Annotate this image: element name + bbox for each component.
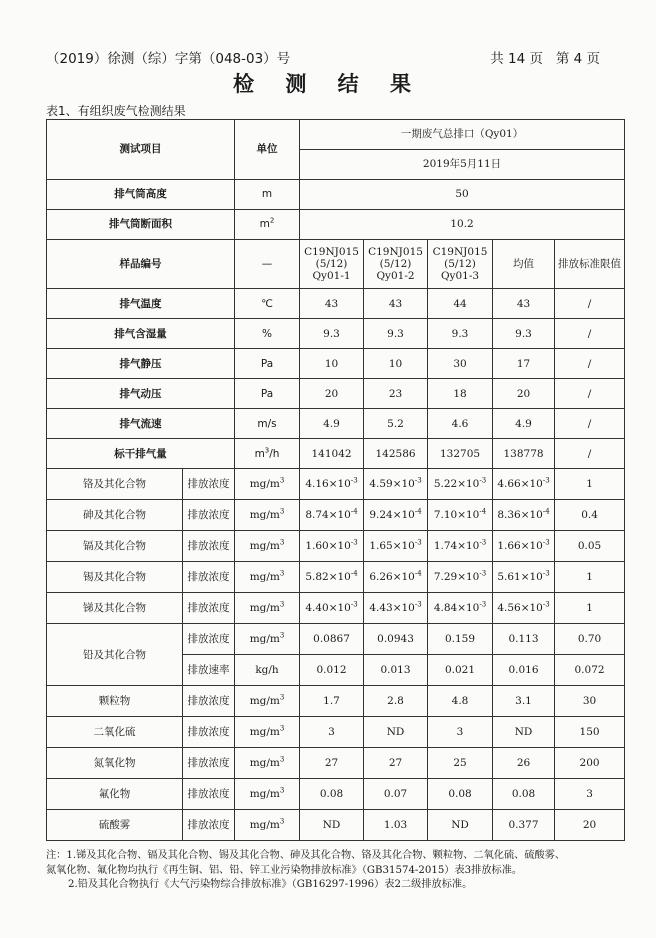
pollutant-value: 3 [300, 717, 364, 748]
pollutant-value: $4.59\times 10^{-3}$ [364, 469, 428, 500]
pollutant-value: 0.013 [364, 655, 428, 686]
page-title: 检 测 结 果 [233, 72, 423, 96]
standard-limit: 20 [555, 810, 625, 841]
param-unit: Pa [235, 379, 300, 409]
pollutant-name: 氮氧化物 [47, 748, 183, 779]
pollutant-value: $4.84\times 10^{-3}$ [428, 593, 493, 624]
param-value: 43 [300, 289, 364, 319]
pollutant-name: 锡及其化合物 [47, 562, 183, 593]
page-indicator [490, 47, 600, 67]
pollutant-name: 镉及其化合物 [47, 531, 183, 562]
measure-type: 排放速率 [183, 655, 235, 686]
param-value: 9.3 [364, 319, 428, 349]
param-label: 排气流速 [47, 409, 235, 439]
measure-unit: $mg/m^3$ [235, 810, 300, 841]
pollutant-value: 26 [493, 748, 555, 779]
stack-height-unit: m [235, 180, 300, 210]
pollutant-value: 4.8 [428, 686, 493, 717]
param-unit: % [235, 319, 300, 349]
pollutant-value: 3.1 [493, 686, 555, 717]
measure-type: 排放浓度 [183, 748, 235, 779]
pollutant-value: $1.60\times 10^{-3}$ [300, 531, 364, 562]
pollutant-value: ND [493, 717, 555, 748]
pollutant-value: $8.36\times 10^{-4}$ [493, 500, 555, 531]
pollutant-name: 颗粒物 [47, 686, 183, 717]
measure-unit: $mg/m^3$ [235, 748, 300, 779]
param-value: 4.9 [493, 409, 555, 439]
measure-type: 排放浓度 [183, 593, 235, 624]
standard-limit: / [555, 349, 625, 379]
standard-limit: 0.4 [555, 500, 625, 531]
pollutant-name: 锑及其化合物 [47, 593, 183, 624]
pollutant-value: 0.08 [493, 779, 555, 810]
param-value: 9.3 [300, 319, 364, 349]
pollutant-value: $7.29\times 10^{-3}$ [428, 562, 493, 593]
outlet-name: 一期废气总排口（Qy01） [300, 120, 625, 150]
standard-limit: / [555, 289, 625, 319]
pollutant-value: 0.113 [493, 624, 555, 655]
param-value: 43 [364, 289, 428, 319]
average-header: 均值 [493, 240, 555, 289]
param-value: 142586 [364, 439, 428, 469]
param-value: 141042 [300, 439, 364, 469]
measure-type: 排放浓度 [183, 717, 235, 748]
param-value: 30 [428, 349, 493, 379]
pollutant-value: $7.10\times 10^{-4}$ [428, 500, 493, 531]
param-value: 23 [364, 379, 428, 409]
table-caption: 表1、有组织废气检测结果 [46, 104, 186, 118]
pollutant-value: 0.021 [428, 655, 493, 686]
pollutant-value: 25 [428, 748, 493, 779]
pollutant-value: $8.74\times 10^{-4}$ [300, 500, 364, 531]
total-pages: 共 14 页 [490, 51, 543, 67]
param-value: 17 [493, 349, 555, 379]
measure-type: 排放浓度 [183, 469, 235, 500]
pollutant-value: 27 [364, 748, 428, 779]
measure-type: 排放浓度 [183, 810, 235, 841]
pollutant-value: 2.8 [364, 686, 428, 717]
pollutant-value: 1.7 [300, 686, 364, 717]
param-value: 20 [493, 379, 555, 409]
test-date: 2019年5月11日 [300, 150, 625, 180]
pollutant-value: 0.07 [364, 779, 428, 810]
standard-limit: 150 [555, 717, 625, 748]
standard-limit: / [555, 439, 625, 469]
pollutant-value: ND [428, 810, 493, 841]
pollutant-name: 二氧化硫 [47, 717, 183, 748]
sample-id-2: C19NJ015 (5/12) Qy01-2 [364, 240, 428, 289]
standard-limit: 3 [555, 779, 625, 810]
pollutant-value: $1.66\times 10^{-3}$ [493, 531, 555, 562]
sample-id-label: 样品编号 [47, 240, 235, 289]
pollutant-value: $4.43\times 10^{-3}$ [364, 593, 428, 624]
page-number: 第 4 页 [555, 51, 600, 67]
param-value: 9.3 [428, 319, 493, 349]
stack-area-label: 排气筒断面积 [47, 210, 235, 240]
test-item-header: 测试项目 [47, 120, 235, 180]
pollutant-value: 0.012 [300, 655, 364, 686]
param-label: 排气静压 [47, 349, 235, 379]
pollutant-value: $4.40\times 10^{-3}$ [300, 593, 364, 624]
sample-id-unit: — [235, 240, 300, 289]
pollutant-value: $5.61\times 10^{-3}$ [493, 562, 555, 593]
measure-unit: $mg/m^3$ [235, 593, 300, 624]
sample-id-1: C19NJ015 (5/12) Qy01-1 [300, 240, 364, 289]
param-value: 132705 [428, 439, 493, 469]
param-label: 标干排气量 [47, 439, 235, 469]
pollutant-value: $9.24\times 10^{-4}$ [364, 500, 428, 531]
param-value: 4.6 [428, 409, 493, 439]
pollutant-value: ND [300, 810, 364, 841]
pollutant-value: $1.65\times 10^{-3}$ [364, 531, 428, 562]
measure-unit: $mg/m^3$ [235, 500, 300, 531]
measure-type: 排放浓度 [183, 779, 235, 810]
sample-id-3: C19NJ015 (5/12) Qy01-3 [428, 240, 493, 289]
pollutant-value: $1.74\times 10^{-3}$ [428, 531, 493, 562]
measure-unit: $mg/m^3$ [235, 686, 300, 717]
note-1-line-2: 氮氧化物、氟化物均执行《再生铜、铝、铅、锌工业污染物排放标准》（GB31574-2015）表3排放标准。 [46, 864, 523, 876]
pollutant-value: 27 [300, 748, 364, 779]
pollutant-value: 0.377 [493, 810, 555, 841]
pollutant-value: ND [364, 717, 428, 748]
pollutant-name: 铬及其化合物 [47, 469, 183, 500]
unit-header: 单位 [235, 120, 300, 180]
pollutant-value: 1.03 [364, 810, 428, 841]
pollutant-name: 氟化物 [47, 779, 183, 810]
pollutant-name: 铅及其化合物 [47, 624, 183, 686]
pollutant-name: 硫酸雾 [47, 810, 183, 841]
measure-unit: $mg/m^3$ [235, 469, 300, 500]
param-label: 排气动压 [47, 379, 235, 409]
measure-type: 排放浓度 [183, 686, 235, 717]
measure-unit: $mg/m^3$ [235, 562, 300, 593]
pollutant-value: 0.08 [428, 779, 493, 810]
standard-limit: / [555, 409, 625, 439]
param-value: 4.9 [300, 409, 364, 439]
pollutant-name: 砷及其化合物 [47, 500, 183, 531]
standard-limit: 200 [555, 748, 625, 779]
stack-area-value: 10.2 [300, 210, 625, 240]
standard-limit: / [555, 319, 625, 349]
pollutant-value: $5.82\times 10^{-4}$ [300, 562, 364, 593]
param-value: 43 [493, 289, 555, 319]
pollutant-value: 3 [428, 717, 493, 748]
param-value: 18 [428, 379, 493, 409]
stack-area-unit: $m^2$ [235, 210, 300, 240]
param-label: 排气温度 [47, 289, 235, 319]
stack-height-label: 排气筒高度 [47, 180, 235, 210]
param-value: 10 [300, 349, 364, 379]
pollutant-value: $6.26\times 10^{-4}$ [364, 562, 428, 593]
standard-limit: 0.05 [555, 531, 625, 562]
measure-unit: $mg/m^3$ [235, 779, 300, 810]
note-1-line-1: 注：1.锑及其化合物、镉及其化合物、锡及其化合物、砷及其化合物、铬及其化合物、颗粒物、二氧化硫、硫酸雾、 [46, 850, 566, 861]
param-unit: $m^3/h$ [235, 439, 300, 469]
measure-type: 排放浓度 [183, 500, 235, 531]
results-table [46, 119, 625, 841]
measure-unit: $mg/m^3$ [235, 531, 300, 562]
report-number: （2019）徐测（综）字第（048-03）号 [46, 51, 291, 67]
param-label: 排气含湿量 [47, 319, 235, 349]
param-value: 10 [364, 349, 428, 379]
standard-limit: 30 [555, 686, 625, 717]
pollutant-value: $5.22\times 10^{-3}$ [428, 469, 493, 500]
measure-type: 排放浓度 [183, 531, 235, 562]
pollutant-value: $4.66\times 10^{-3}$ [493, 469, 555, 500]
footnotes [46, 849, 626, 893]
standard-limit: 0.072 [555, 655, 625, 686]
param-unit: Pa [235, 349, 300, 379]
note-2: 2.铅及其化合物执行《大气污染物综合排放标准》（GB16297-1996）表2二级排放标准。 [68, 879, 473, 890]
standard-limit: 1 [555, 469, 625, 500]
param-value: 138778 [493, 439, 555, 469]
param-value: 44 [428, 289, 493, 319]
measure-unit: $mg/m^3$ [235, 624, 300, 655]
param-value: 5.2 [364, 409, 428, 439]
pollutant-value: 0.0943 [364, 624, 428, 655]
pollutant-value: 0.016 [493, 655, 555, 686]
standard-limit: 1 [555, 593, 625, 624]
pollutant-value: 0.08 [300, 779, 364, 810]
measure-unit: kg/h [235, 655, 300, 686]
standard-limit: 0.70 [555, 624, 625, 655]
param-unit: m/s [235, 409, 300, 439]
param-value: 9.3 [493, 319, 555, 349]
pollutant-value: $4.16\times 10^{-3}$ [300, 469, 364, 500]
standard-limit: / [555, 379, 625, 409]
param-value: 20 [300, 379, 364, 409]
standard-limit-header: 排放标准限值 [555, 240, 625, 289]
standard-limit: 1 [555, 562, 625, 593]
stack-height-value: 50 [300, 180, 625, 210]
measure-type: 排放浓度 [183, 624, 235, 655]
pollutant-value: $4.56\times 10^{-3}$ [493, 593, 555, 624]
pollutant-value: 0.159 [428, 624, 493, 655]
measure-unit: $mg/m^3$ [235, 717, 300, 748]
measure-type: 排放浓度 [183, 562, 235, 593]
param-unit: ℃ [235, 289, 300, 319]
pollutant-value: 0.0867 [300, 624, 364, 655]
